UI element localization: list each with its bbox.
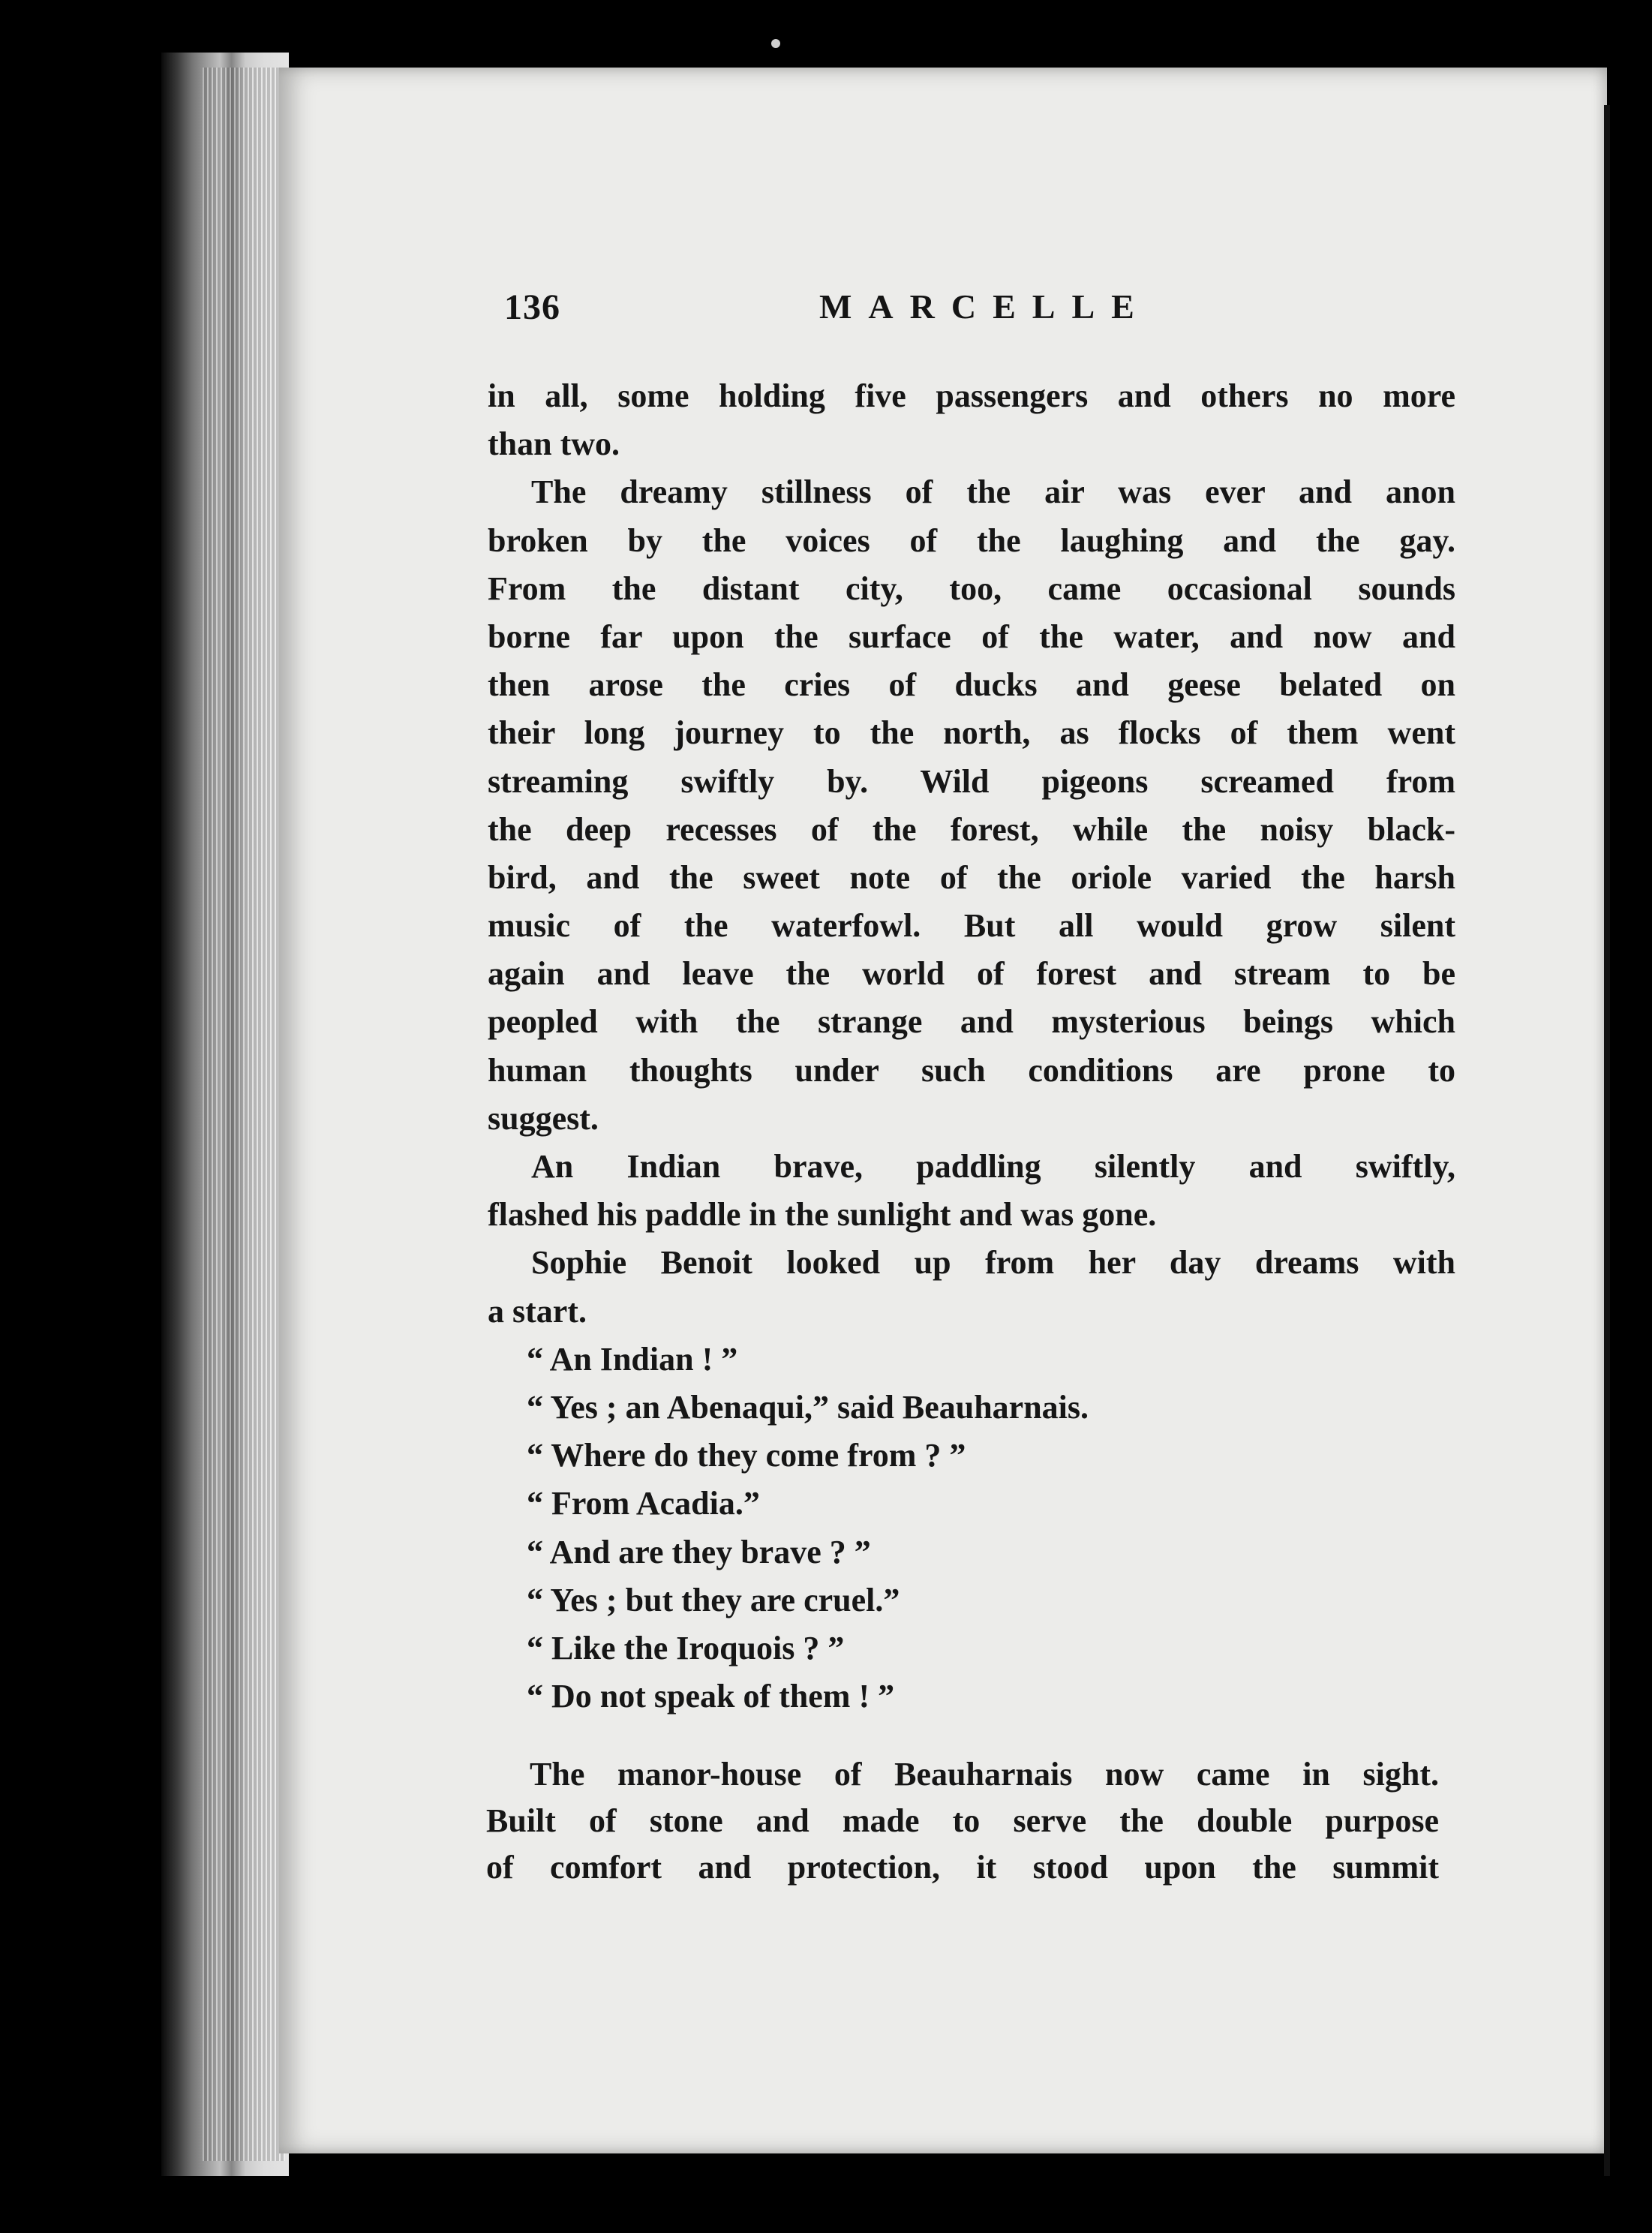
text-line: a start. xyxy=(488,1292,587,1330)
page-edge-lines xyxy=(203,68,285,2161)
dialogue-line: “ Yes ; an Abenaqui,” said Beauharnais. xyxy=(527,1388,1089,1426)
text-line: Sophie Benoit looked up from her day dreams with xyxy=(531,1244,1455,1282)
text-line: peopled with the strange and mysterious beings which xyxy=(488,1003,1455,1041)
text-line: The manor-house of Beauharnais now came in sight. xyxy=(530,1756,1439,1793)
text-line: flashed his paddle in the sunlight and was gone. xyxy=(488,1196,1157,1234)
dialogue-line: “ Where do they come from ? ” xyxy=(527,1437,966,1474)
text-line: than two. xyxy=(488,425,620,463)
text-line: music of the waterfowl. But all would grow silent xyxy=(488,907,1455,945)
text-line: human thoughts under such conditions are prone to xyxy=(488,1051,1455,1089)
dialogue-line: “ Yes ; but they are cruel.” xyxy=(527,1581,900,1618)
text-line: suggest. xyxy=(488,1099,599,1137)
text-line: An Indian brave, paddling silently and swiftly, xyxy=(531,1148,1455,1185)
dialogue-line: “ Like the Iroquois ? ” xyxy=(527,1629,845,1666)
text-line: the deep recesses of the forest, while the noisy black- xyxy=(488,810,1455,848)
text-line: broken by the voices of the laughing and the gay. xyxy=(488,521,1455,559)
text-line: again and leave the world of forest and stream to be xyxy=(488,955,1455,993)
scan-speck xyxy=(771,39,780,48)
text-line: bird, and the sweet note of the oriole varied the harsh xyxy=(488,858,1455,896)
text-line: in all, some holding five passengers and others no more xyxy=(488,377,1455,414)
page-border-rule xyxy=(1604,105,1610,2176)
text-line: streaming swiftly by. Wild pigeons screamed from xyxy=(488,762,1455,800)
closing-paragraph xyxy=(486,1751,1439,1891)
text-line: their long journey to the north, as flocks of them went xyxy=(488,714,1455,752)
text-line: Built of stone and made to serve the double purpose xyxy=(486,1802,1439,1839)
page-header xyxy=(504,287,1149,339)
body-text xyxy=(488,372,1455,1721)
text-line: From the distant city, too, came occasional sounds xyxy=(488,570,1455,607)
page-number: 136 xyxy=(504,287,560,327)
text-line: of comfort and protection, it stood upon the summit xyxy=(486,1849,1439,1886)
dialogue-line: “ From Acadia.” xyxy=(527,1485,760,1522)
dialogue-line: “ And are they brave ? ” xyxy=(527,1533,871,1570)
text-line: The dreamy stillness of the air was ever and anon xyxy=(531,473,1455,511)
text-line: borne far upon the surface of the water, and now and xyxy=(488,618,1455,655)
dialogue-line: “ An Indian ! ” xyxy=(527,1340,738,1378)
dialogue-line: “ Do not speak of them ! ” xyxy=(527,1678,895,1715)
running-title: MARCELLE xyxy=(819,287,1151,326)
text-line: then arose the cries of ducks and geese belated on xyxy=(488,666,1455,704)
